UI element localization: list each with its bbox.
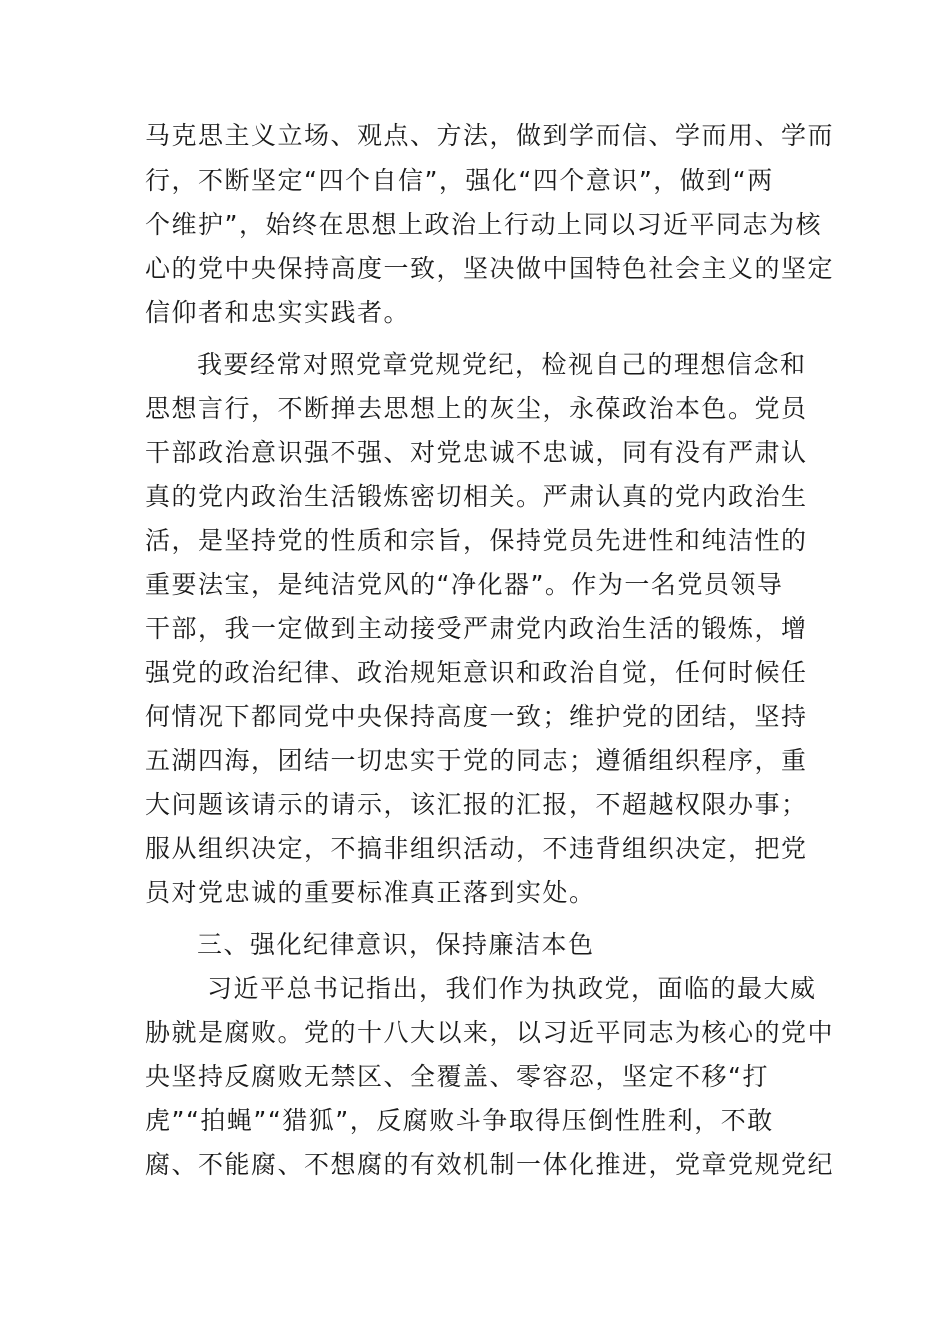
text-line: 信仰者和忠实实践者。: [145, 298, 411, 327]
section-heading: 三、强化纪律意识，保持廉洁本色: [197, 930, 595, 959]
text-line: 虎”“拍蝇”“猎狐”，反腐败斗争取得压倒性胜利，不敢: [145, 1106, 774, 1135]
text-line: 重要法宝，是纯洁党风的“净化器”。作为一名党员领导: [145, 570, 784, 599]
text-line: 央坚持反腐败无禁区、全覆盖、零容忍，坚定不移“打: [145, 1062, 769, 1091]
text-line: 真的党内政治生活锻炼密切相关。严肃认真的党内政治生: [145, 482, 808, 511]
text-line: 活，是坚持党的性质和宗旨，保持党员先进性和纯洁性的: [145, 526, 808, 555]
text-line: 胁就是腐败。党的十八大以来，以习近平同志为核心的党中: [145, 1018, 835, 1047]
text-line: 干部，我一定做到主动接受严肃党内政治生活的锻炼，增: [145, 614, 808, 643]
text-line: 马克思主义立场、观点、方法，做到学而信、学而用、学而: [145, 121, 835, 150]
text-line: 心的党中央保持高度一致，坚决做中国特色社会主义的坚定: [145, 254, 835, 283]
text-line: 服从组织决定，不搞非组织活动，不违背组织决定，把党: [145, 834, 808, 863]
text-line: 何情况下都同党中央保持高度一致；维护党的团结，坚持: [145, 702, 808, 731]
text-line: 强党的政治纪律、政治规矩意识和政治自觉，任何时候任: [145, 658, 808, 687]
text-line: 五湖四海，团结一切忠实于党的同志；遵循组织程序，重: [145, 746, 808, 775]
text-line: 腐、不能腐、不想腐的有效机制一体化推进，党章党规党纪: [145, 1150, 835, 1179]
text-line: 干部政治意识强不强、对党忠诚不忠诚，同有没有严肃认: [145, 438, 808, 467]
text-line: 行，不断坚定“四个自信”，强化“四个意识”，做到“两: [145, 166, 774, 195]
text-line: 员对党忠诚的重要标准真正落到实处。: [145, 878, 596, 907]
text-line: 思想言行，不断掸去思想上的灰尘，永葆政治本色。党员: [145, 394, 808, 423]
paragraph-start-line: 我要经常对照党章党规党纪，检视自己的理想信念和: [197, 350, 807, 379]
text-line: 大问题该请示的请示，该汇报的汇报，不超越权限办事；: [145, 790, 808, 819]
paragraph-start-line: 习近平总书记指出，我们作为执政党，面临的最大威: [207, 974, 817, 1003]
text-line: 个维护”，始终在思想上政治上行动上同以习近平同志为核: [145, 210, 822, 239]
